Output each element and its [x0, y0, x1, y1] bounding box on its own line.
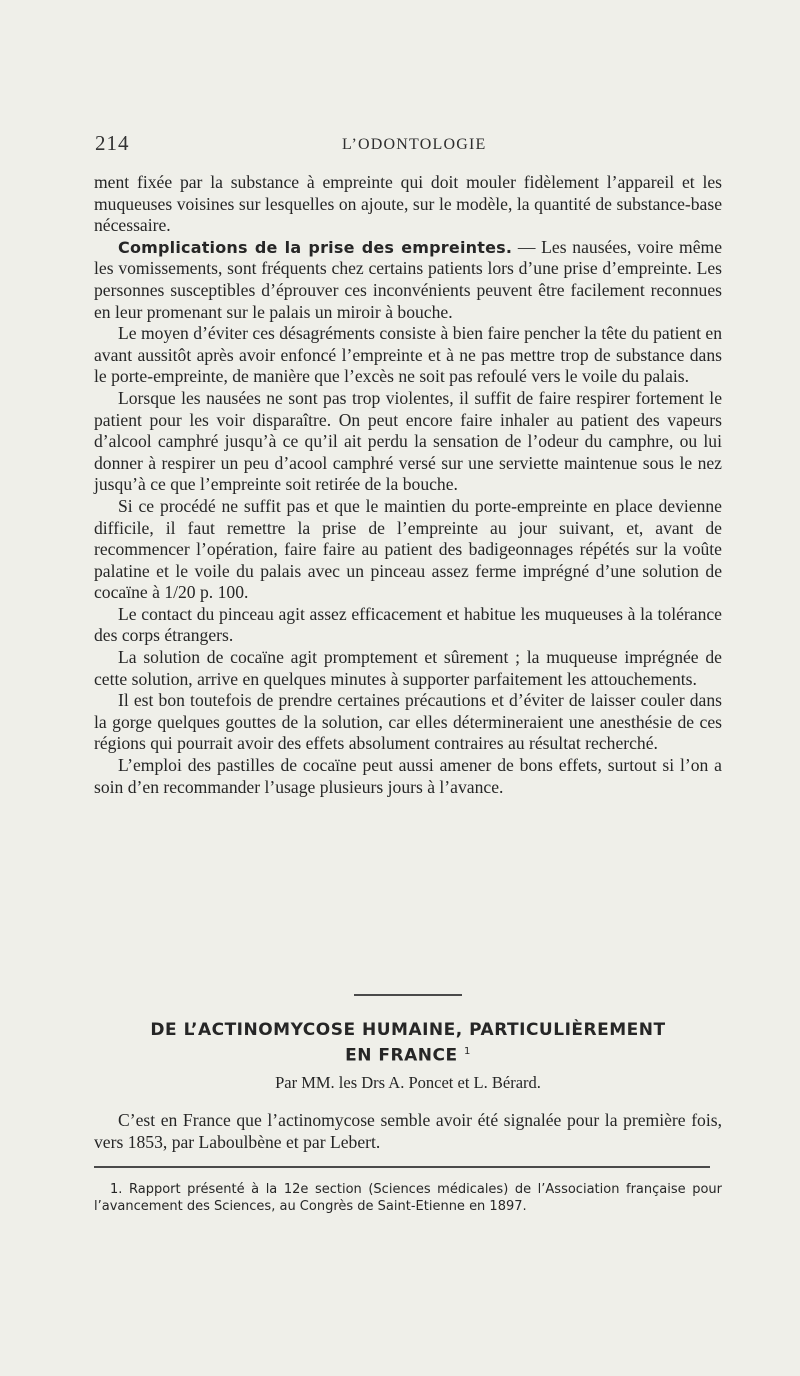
footnote-marker: 1 — [463, 1046, 471, 1057]
footnote — [94, 1181, 722, 1215]
running-head: L’ODONTOLOGIE — [342, 136, 487, 153]
paragraph — [94, 237, 722, 323]
paragraph: L’emploi des pastilles de cocaïne peut aussi amener de bons effets, surtout si l’on a soin d’en recommander l’usage plusieurs jours à l’avance. — [94, 755, 722, 797]
paragraph: La solution de cocaïne agit promptement et sûrement ; la muqueuse imprégnée de cette solution, arrive en quelques minutes à supporter parfaitement les attouchements. — [94, 647, 722, 689]
paragraph: ment fixée par la substance à empreinte qui doit mouler fidèlement l’appareil et les muqueuses voisines sur lesquelles on ajoute, sur le modèle, la quantité de substance-base nécessaire. — [94, 172, 722, 236]
paragraph: Il est bon toutefois de prendre certaines précautions et d’éviter de laisser couler dans la gorge quelques gouttes de la solution, car elles détermineraient une anesthésie de ces régions qui pourrait avoir des effets absolument contraires au résultat recherché. — [94, 690, 722, 754]
section-divider — [354, 994, 462, 996]
section-heading: Complications de la prise des empreintes. — [118, 237, 513, 257]
paragraph: Lorsque les nausées ne sont pas trop violentes, il suffit de faire respirer fortement le patient pour les voir disparaître. On peut encore faire inhaler au patient des vapeurs d’alcool camphré jusqu’à ce qu’il ait perdu la sensation de l’odeur du camphre, ou lui donner à respirer un peu d’acool camphré versé sur une serviette maintenue sous le nez jusqu’à ce que l’empreinte soit retirée de la bouche. — [94, 387, 722, 495]
footnote-divider — [94, 1166, 710, 1168]
paragraph: Le moyen d’éviter ces désagréments consiste à bien faire pencher la tête du patient en avant aussitôt après avoir enfoncé l’empreinte et à ne pas mettre trop de substance dans le porte-empreinte, de manière que l’excès ne soit pas refoulé vers le voile du palais. — [94, 323, 722, 387]
paragraph: Si ce procédé ne suffit pas et que le maintien du porte-empreinte en place devienne difficile, il faut remettre la prise de l’empreinte au jour suivant, et, avant de recommencer l’opération, faire faire au patient des badigeonnages répétés sur la voûte palatine et le voile du palais avec un pinceau assez ferme imprégné d’une solution de cocaïne à 1/20 p. 100. — [94, 495, 722, 603]
byline: Par MM. les Drs A. Poncet et L. Bérard. — [275, 1073, 541, 1092]
paragraph-text: — Les nausées, voire même les vomissements, sont fréquents chez certains patients lors d’une prise d’empreinte. Les personnes susceptibles d’éprouver ces inconvénients peuvent être facilement reconnues en leur promenant sur le palais un miroir à bouche. — [94, 236, 722, 322]
article-title-text: EN FRANCE — [345, 1045, 458, 1066]
article-title-line — [94, 1041, 722, 1067]
article-intro — [94, 1109, 722, 1153]
article-title-line: DE L’ACTINOMYCOSE HUMAINE, PARTICULIÈREMENT — [150, 1020, 666, 1040]
article-title — [94, 1019, 722, 1067]
paragraph: C’est en France que l’actinomycose semble avoir été signalée pour la première fois, vers 1853, par Laboulbène et par Lebert. — [94, 1110, 722, 1152]
body-text — [94, 172, 722, 798]
page-number: 214 — [95, 131, 130, 155]
footnote-text: 1. Rapport présenté à la 12e section (Sciences médicales) de l’Association française pour l’avancement des Sciences, au Congrès de Saint-Etienne en 1897. — [94, 1182, 722, 1214]
paragraph: Le contact du pinceau agit assez efficacement et habitue les muqueuses à la tolérance des corps étrangers. — [94, 603, 722, 646]
